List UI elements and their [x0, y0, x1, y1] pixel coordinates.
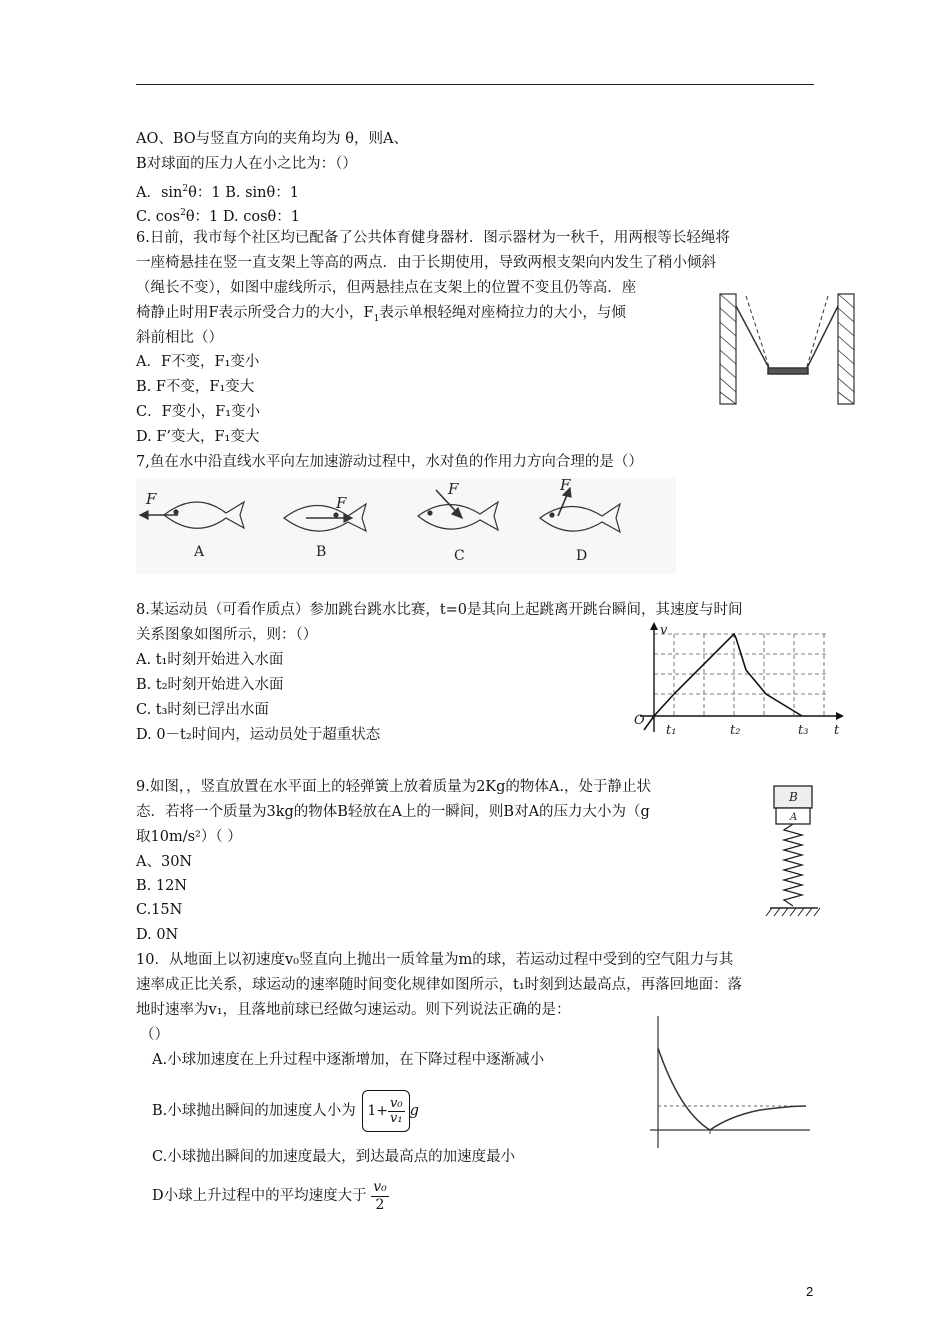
q6-option-d: D. F’变大，F₁变大 — [136, 429, 260, 445]
force-label: F — [146, 490, 157, 508]
q8-option-b: B. t₂时刻开始进入水面 — [136, 677, 284, 693]
v-axis-label: v — [660, 623, 668, 638]
t3-label: t₃ — [798, 723, 809, 738]
q8-option-d: D. 0－t₂时间内，运动员处于超重状态 — [136, 727, 381, 743]
q9-option-c: C.15N — [136, 902, 183, 918]
origin-label: O — [634, 713, 645, 728]
fish-label: D — [576, 548, 588, 564]
q6-option-c: C．F变小，F₁变小 — [136, 404, 261, 420]
q6-stem: 椅静止时用F表示所受合力的大小，$F_1$表示单根轻绳对座椅拉力的大小，与倾 — [136, 305, 626, 324]
force-label: F — [336, 494, 347, 512]
t-axis-label: t — [834, 723, 840, 738]
q10-option-d: D小球上升过程中的平均速度大于 $\frac{\text{v₀}}{2}$ — [152, 1178, 387, 1213]
fish-label: B — [316, 544, 327, 560]
q6-option-a: A．F不变，F₁变小 — [136, 354, 260, 370]
q9-option-d: D. 0N — [136, 927, 179, 943]
force-label: F — [448, 480, 459, 498]
q6-stem: （绳长不变），如图中虚线所示，但两悬挂点在支架上的位置不变且仍等高．座 — [136, 280, 637, 296]
q9-stem: 取10m/s²）（ ） — [136, 829, 242, 845]
q7-stem: 7,鱼在水中沿直线水平向左加速游动过程中，水对鱼的作用力方向合理的是（） — [136, 454, 643, 470]
line: AO、BO与竖直方向的夹角均为 θ，则A、 — [136, 131, 408, 147]
paren-expression: 1+ $\frac{\text{v₀}}{\text{v₁}}$ — [362, 1090, 409, 1132]
line: B对球面的压力人在小之比为：（） — [136, 156, 357, 172]
speed-time-graph — [640, 1012, 820, 1158]
t1-label: t₁ — [666, 723, 677, 738]
q10-stem: 速率成正比关系，球运动的速率随时间变化规律如图所示，t₁时刻到达最高点，再落回地面：落 — [136, 977, 743, 993]
q9-stem: 态．若将一个质量为3kg的物体B轻放在A上的一瞬间，则B对A的压力大小为（g — [136, 804, 650, 820]
q10-stem: 10．从地面上以初速度v₀竖直向上抛出一质耸量为m的球，若运动过程中受到的空气阻力与其 — [136, 952, 734, 968]
q8-option-a: A. t₁时刻开始进入水面 — [136, 652, 284, 668]
q8-stem: 8.某运动员（可看作质点）参加跳台跳水比赛，t=0是其向上起跳离开跳台瞬间，其速度与时间 — [136, 602, 743, 618]
q9-stem: 9.如图，，竖直放置在水平面上的轻弹簧上放着质量为2Kg的物体A.，处于静止状 — [136, 779, 652, 795]
fish-label: C — [454, 548, 465, 564]
block-a-label: A — [790, 812, 798, 823]
option-line: C. $\cos^2\theta$：1 D. cosθ：1 — [136, 208, 300, 225]
swing-figure — [712, 286, 862, 408]
vt-graph — [626, 620, 856, 748]
spring-figure — [758, 772, 830, 924]
fish-figure — [136, 478, 676, 574]
q9-option-a: A、30N — [136, 854, 193, 870]
q6-stem: 6.日前，我市每个社区均已配备了公共体育健身器材．图示器材为一秋千，用两根等长轻绳将 — [136, 230, 730, 246]
q8-stem: 关系图象如图所示，则：（） — [136, 627, 318, 643]
q6-stem: 一座椅悬挂在竖一直支架上等高的两点．由于长期使用，导致两根支架向内发生了稍小倾斜 — [136, 255, 716, 271]
q10-option-a: A.小球加速度在上升过程中逐渐增加，在下降过程中逐渐减小 — [152, 1052, 545, 1068]
q10-stem: （） — [140, 1027, 169, 1043]
q10-stem: 地时速率为v₁，且落地前球已经做匀速运动。则下列说法正确的是： — [136, 1002, 571, 1018]
q6-option-b: B. F不变，F₁变大 — [136, 379, 255, 395]
q6-stem: 斜前相比（） — [136, 330, 223, 346]
force-label: F — [560, 478, 571, 494]
t2-label: t₂ — [730, 723, 741, 738]
q10-option-b: B.小球抛出瞬间的加速度人小为 1+ $\frac{\text{v₀}}{\text{v₁}}$ g — [152, 1090, 419, 1128]
q10-option-c: C.小球抛出瞬间的加速度最大，到达最高点的加速度最小 — [152, 1149, 516, 1165]
page-number: 2 — [806, 1284, 814, 1299]
block-b-label: B — [789, 790, 798, 804]
q9-option-b: B. 12N — [136, 878, 188, 894]
header-rule — [136, 84, 814, 85]
q8-option-c: C. t₃时刻已浮出水面 — [136, 702, 269, 718]
fish-label: A — [194, 544, 205, 560]
option-line: A．$\sin^2\theta$：1 B. sinθ：1 — [136, 184, 299, 201]
